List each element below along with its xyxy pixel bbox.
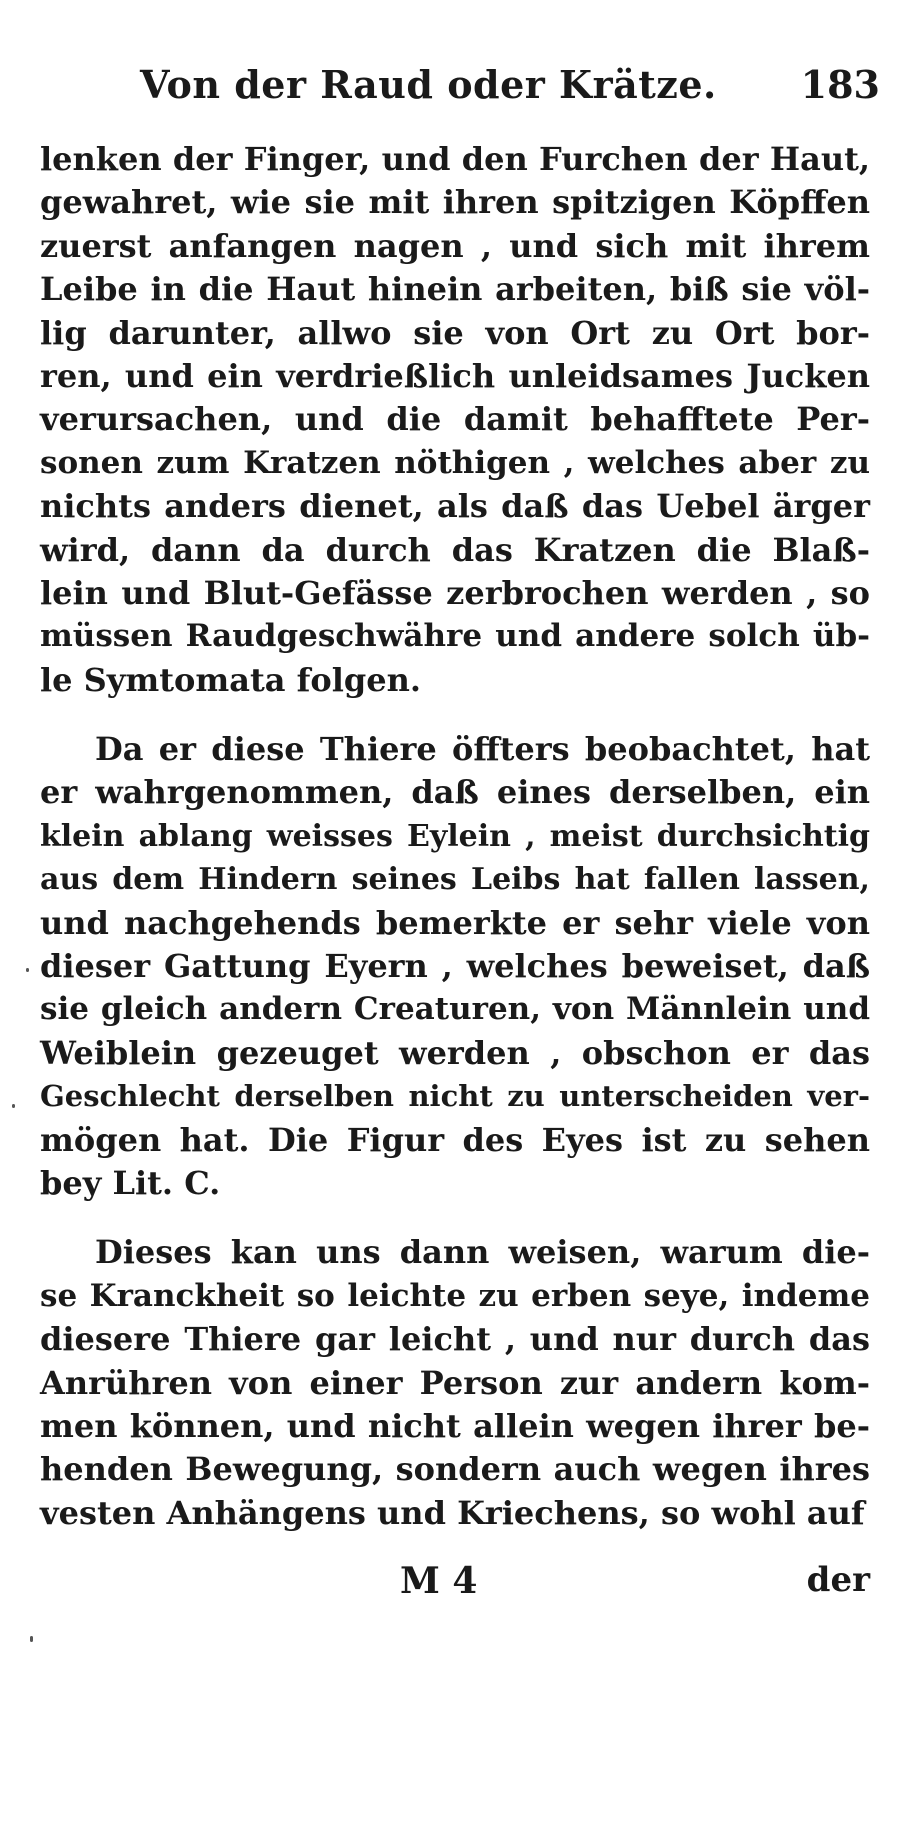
text-line: men können, und nicht allein wegen ihrer be- xyxy=(40,1406,870,1445)
text-line: Leibe in die Haut hinein arbeiten, biß sie völ- xyxy=(40,270,870,309)
running-head: Von der Raud oder Krätze. xyxy=(140,62,717,107)
text-line: dieser Gattung Eyern , welches beweiset, daß xyxy=(40,947,870,986)
text-line: aus dem Hindern seines Leibs hat fallen lassen, xyxy=(40,862,870,898)
paragraph-gap xyxy=(40,1205,870,1231)
body-text xyxy=(40,138,870,1535)
text-line: Da er diese Thiere öffters beobachtet, hat xyxy=(95,730,870,769)
text-line: mögen hat. Die Figur des Eyes ist zu sehen xyxy=(40,1120,870,1159)
page-footer xyxy=(40,1560,870,1610)
text-line: ren, und ein verdrießlich unleidsames Jucken xyxy=(40,356,870,395)
text-line: le Symtomata folgen. xyxy=(40,660,421,699)
page-header xyxy=(140,62,880,112)
text-line: sonen zum Kratzen nöthigen , welches aber zu xyxy=(40,444,870,481)
paper-speck xyxy=(26,968,29,972)
text-line: lig darunter, allwo sie von Ort zu Ort bor- xyxy=(40,313,870,352)
paragraph xyxy=(40,728,870,1205)
page-number: 183 xyxy=(800,62,880,107)
text-line: er wahrgenommen, daß eines derselben, ein xyxy=(40,773,870,812)
text-line: klein ablang weisses Eylein , meist durchsichtig xyxy=(40,818,870,854)
text-line: wird, dann da durch das Kratzen die Blaß- xyxy=(40,530,870,569)
text-line: henden Bewegung, sondern auch wegen ihres xyxy=(40,1450,870,1489)
text-line: und nachgehends bemerkte er sehr viele von xyxy=(40,903,870,942)
text-line: Weiblein gezeuget werden , obschon er das xyxy=(40,1033,870,1072)
text-line: nichts anders dienet, als daß das Uebel ärger xyxy=(40,487,870,526)
text-line: sie gleich andern Creaturen, von Männlein und xyxy=(40,991,870,1028)
text-line: se Kranckheit so leichte zu erben seye, indeme xyxy=(40,1277,870,1314)
text-line: vesten Anhängens und Kriechens, so wohl auf xyxy=(40,1493,865,1532)
paragraph-gap xyxy=(40,702,870,728)
paper-speck xyxy=(12,1104,15,1108)
text-line: Dieses kan uns dann weisen, warum die- xyxy=(95,1233,870,1272)
text-line: gewahret, wie sie mit ihren spitzigen Köpffen xyxy=(40,183,870,222)
text-line: Geschlecht derselben nicht zu unterscheiden ver- xyxy=(40,1079,870,1114)
signature-mark: M 4 xyxy=(400,1560,478,1602)
paper-speck xyxy=(30,1636,33,1642)
text-line: verursachen, und die damit behafftete Per- xyxy=(40,400,870,439)
text-line: Anrühren von einer Person zur andern kom- xyxy=(40,1363,870,1402)
paragraph xyxy=(40,138,870,702)
paragraph xyxy=(40,1231,870,1535)
text-line: bey Lit. C. xyxy=(40,1163,221,1202)
catchword: der xyxy=(806,1560,870,1600)
text-line: zuerst anfangen nagen , und sich mit ihrem xyxy=(40,226,870,265)
text-line: diesere Thiere gar leicht , und nur durch das xyxy=(40,1320,870,1359)
text-line: lenken der Finger, und den Furchen der Haut, xyxy=(40,140,870,178)
text-line: müssen Raudgeschwähre und andere solch üb- xyxy=(40,618,870,655)
text-line: lein und Blut-Gefässe zerbrochen werden , so xyxy=(40,573,870,612)
